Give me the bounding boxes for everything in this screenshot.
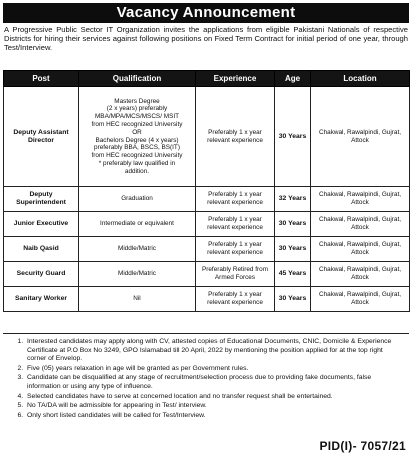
terms-and-conditions <box>3 333 409 421</box>
age-cell: 30 Years <box>275 212 311 237</box>
post-cell: Deputy Superintendent <box>4 187 79 212</box>
qualification-cell: Middle/Matric <box>79 237 196 262</box>
note-item: 3. Candidate can be disqualified at any stage of recruitment/selection process due to providing fake documents, false information or using any type of influence. <box>25 374 403 391</box>
table-row <box>4 212 410 237</box>
qualification-cell: Middle/Matric <box>79 262 196 287</box>
header-age: Age <box>275 71 311 87</box>
post-cell: Naib Qasid <box>4 237 79 262</box>
table-row <box>4 262 410 287</box>
table-row <box>4 187 410 212</box>
announcement-title: Vacancy Announcement <box>3 3 409 23</box>
header-post: Post <box>4 71 79 87</box>
experience-cell: Preferably 1 x year relevant experience <box>196 187 275 212</box>
location-cell: Chakwal, Rawalpindi, Gujrat, Attock <box>311 262 410 287</box>
age-cell: 30 Years <box>275 237 311 262</box>
location-cell: Chakwal, Rawalpindi, Gujrat, Attock <box>311 287 410 312</box>
table-row <box>4 287 410 312</box>
age-cell: 45 Years <box>275 262 311 287</box>
location-cell: Chakwal, Rawalpindi, Gujrat, Attock <box>311 187 410 212</box>
experience-cell: Preferably 1 x year relevant experience <box>196 287 275 312</box>
age-cell: 30 Years <box>275 287 311 312</box>
experience-cell: Preferably 1 x year relevant experience <box>196 212 275 237</box>
age-cell: 32 Years <box>275 187 311 212</box>
post-cell: Security Guard <box>4 262 79 287</box>
header-qualification: Qualification <box>79 71 196 87</box>
notes-list <box>3 338 409 420</box>
table-header-row <box>4 71 410 87</box>
experience-cell: Preferably Retired from Armed Forces <box>196 262 275 287</box>
experience-cell: Preferably 1 x year relevant experience <box>196 87 275 187</box>
location-cell: Chakwal, Rawalpindi, Gujrat, Attock <box>311 237 410 262</box>
qualification-cell: Intermediate or equivalent <box>79 212 196 237</box>
table-row <box>4 237 410 262</box>
note-item: 1. Interested candidates may apply along with CV, attested copies of Educational Documents, CNIC, Domicile & Experience Certificate at P.O Box No 3249, GPO Islamabad till 20 April, 2022 by mentioning the position applied for at the top right corner of Envelop. <box>25 338 403 364</box>
age-cell: 30 Years <box>275 87 311 187</box>
qualification-cell: Graduation <box>79 187 196 212</box>
note-item: 4. Selected candidates have to serve at concerned location and no transfer request shall be entertained. <box>25 393 403 402</box>
note-item: 5. No TA/DA will be admissible for appearing in Test/ interview. <box>25 402 403 411</box>
experience-cell: Preferably 1 x year relevant experience <box>196 237 275 262</box>
post-cell: Sanitary Worker <box>4 287 79 312</box>
qualification-cell: Masters Degree (2 x years) preferably MBA/MPA/MCS/MSCS/ MSIT from HEC recognized University OR Bachelors Degree (4 x years) preferably BBA, BSCS, BS(IT) from HEC recognized University * preferably law qualified in addition. <box>79 87 196 187</box>
location-cell: Chakwal, Rawalpindi, Gujrat, Attock <box>311 212 410 237</box>
intro-paragraph: A Progressive Public Sector IT Organization invites the applications from eligible Pakistani Nationals of respective Districts for hiring their services against following positions on Fixed Term Contract for initial period of one year, through Test/Interview. <box>4 25 408 53</box>
location-cell: Chakwal, Rawalpindi, Gujrat, Attock <box>311 87 410 187</box>
post-cell: Junior Executive <box>4 212 79 237</box>
header-location: Location <box>311 71 410 87</box>
pid-number: PID(I)- 7057/21 <box>319 439 406 453</box>
table-row <box>4 87 410 187</box>
note-item: 2. Five (05) years relaxation in age will be granted as per Government rules. <box>25 365 403 374</box>
post-cell: Deputy Assistant Director <box>4 87 79 187</box>
vacancy-table <box>3 70 410 312</box>
vacancy-advertisement <box>0 3 412 457</box>
qualification-cell: Nil <box>79 287 196 312</box>
header-experience: Experience <box>196 71 275 87</box>
note-item: 6. Only short listed candidates will be called for Test/Interview. <box>25 412 403 421</box>
